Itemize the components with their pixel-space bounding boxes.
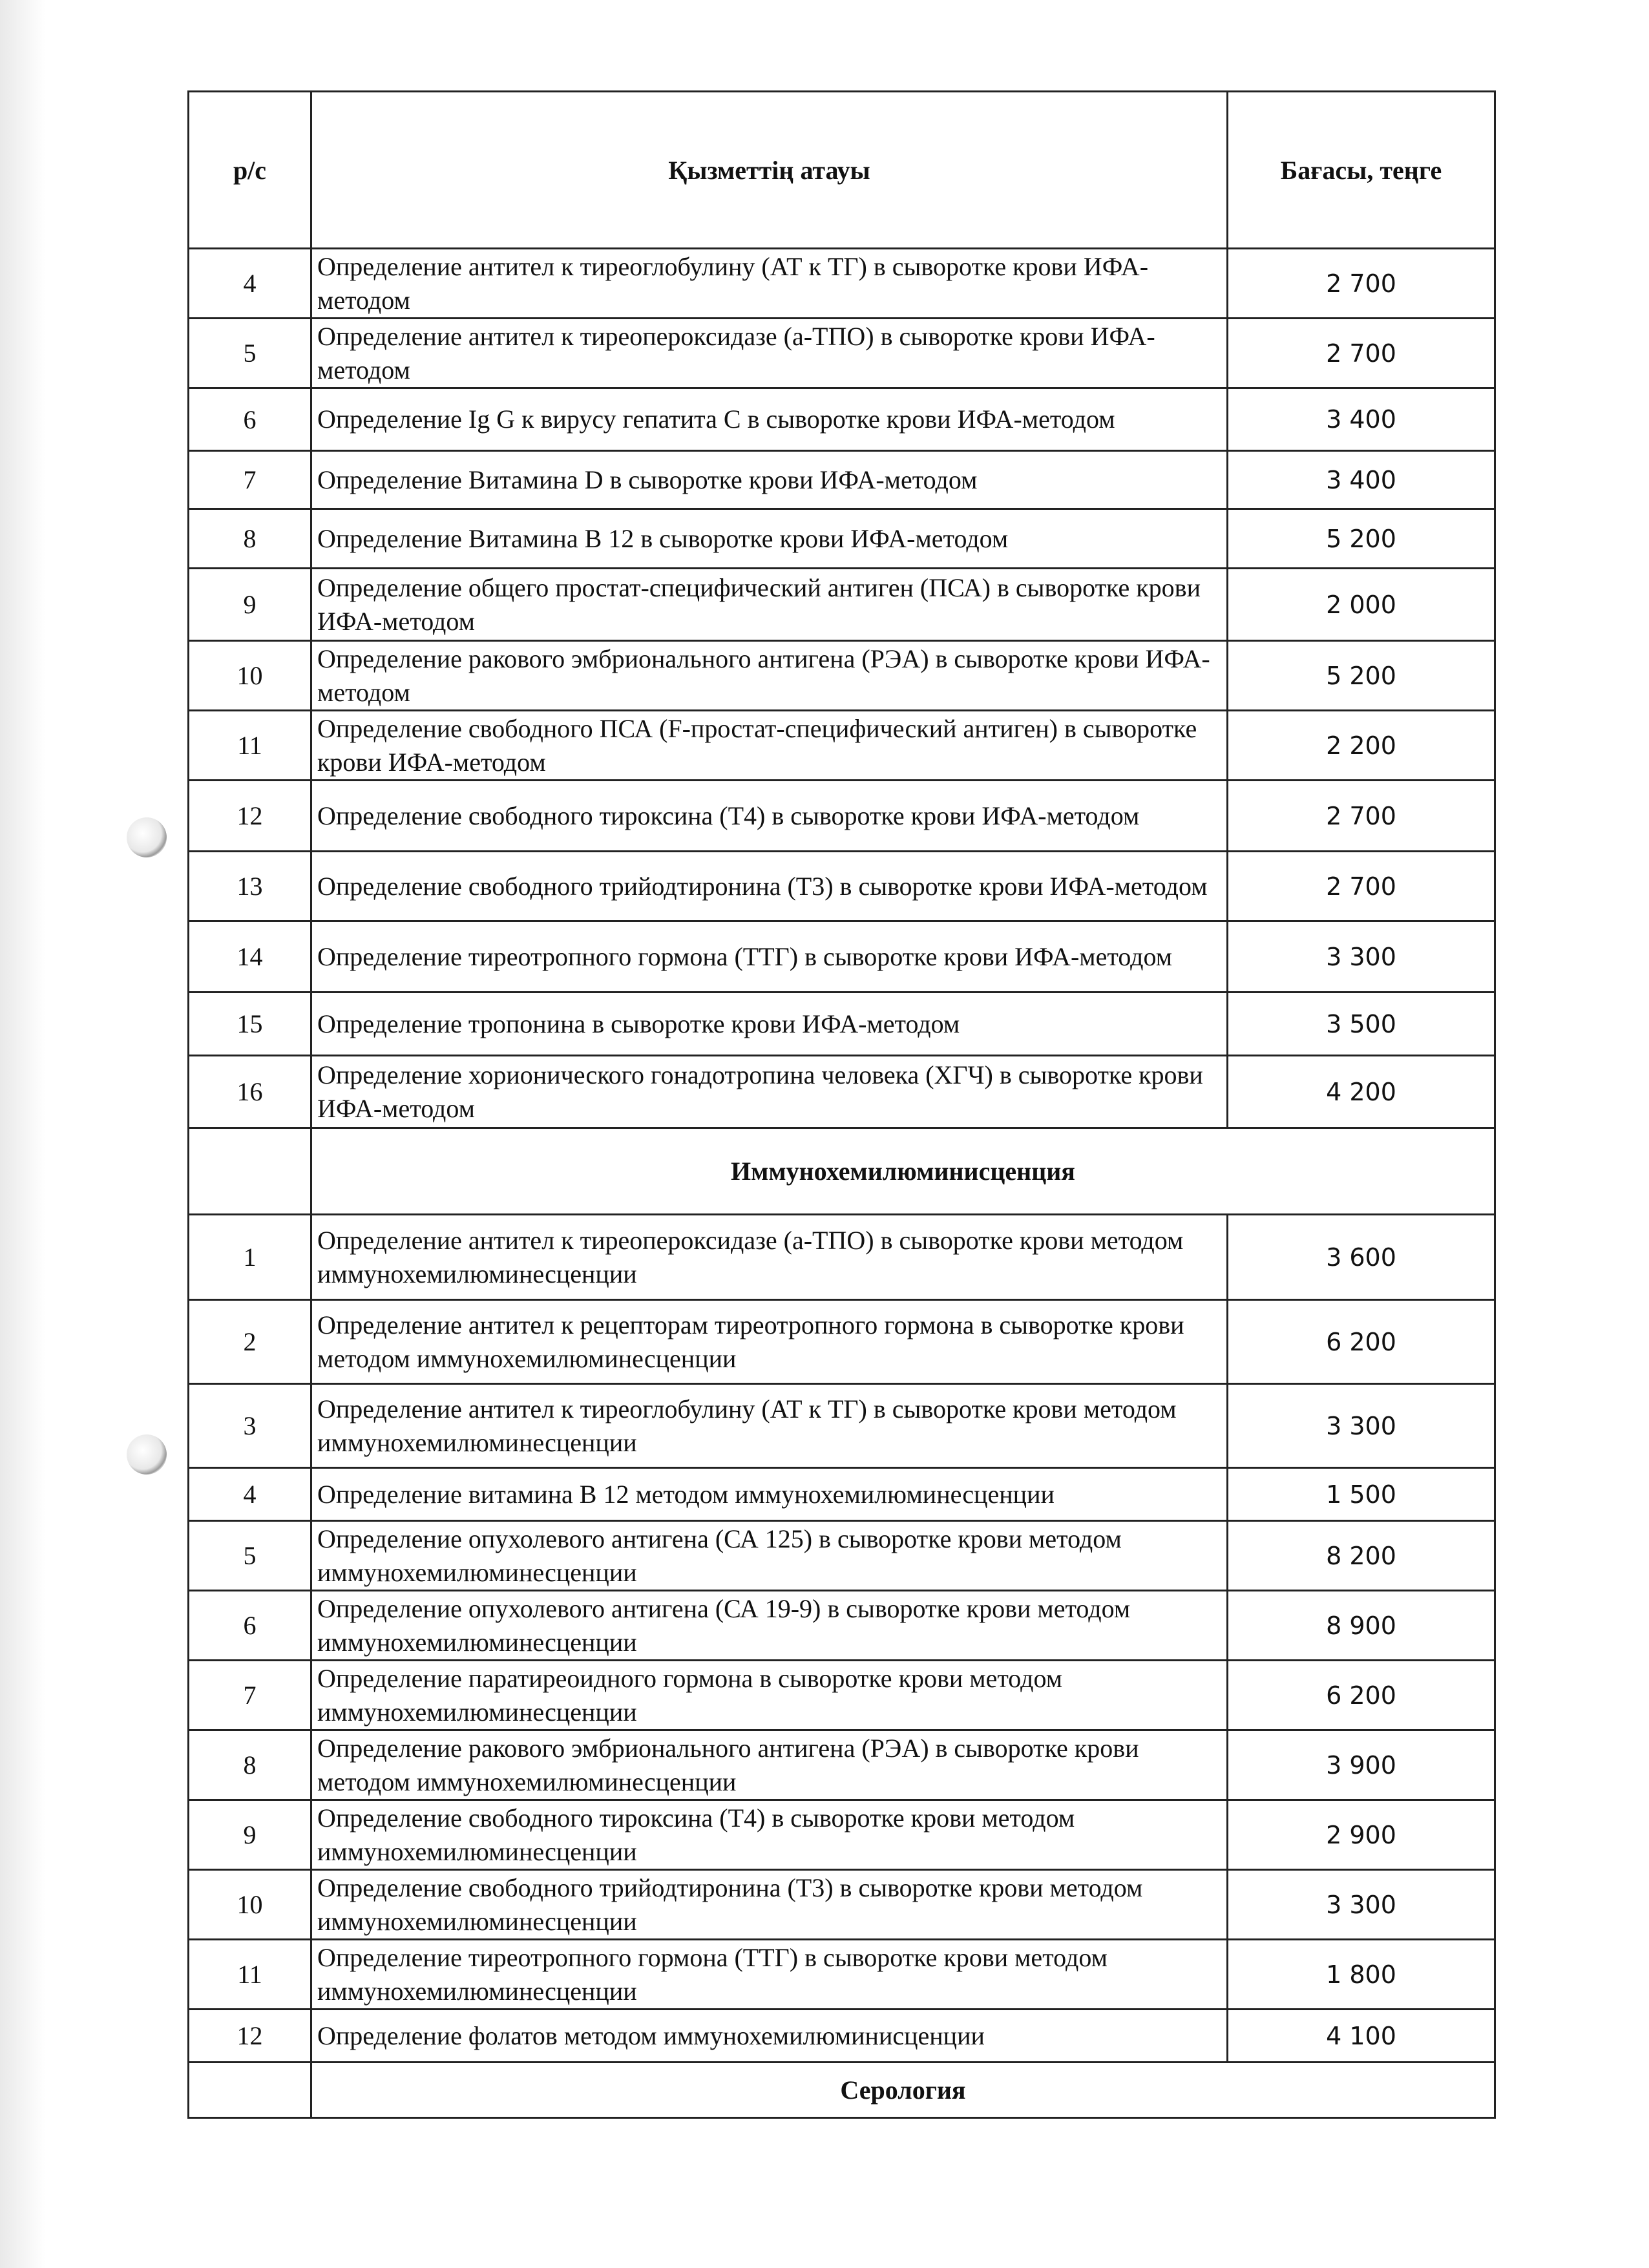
service-name: Определение тиреотропного гормона (ТТГ) в сыворотке крови методом иммунохемилюминесценции — [311, 1940, 1228, 2010]
price-value: 3 300 — [1228, 1384, 1495, 1468]
section-number-cell — [189, 1128, 311, 1215]
price-value: 3 600 — [1228, 1215, 1495, 1300]
table-row — [189, 1215, 1495, 1300]
price-value: 3 300 — [1228, 1870, 1495, 1940]
row-number: 15 — [189, 992, 311, 1056]
price-value: 8 900 — [1228, 1591, 1495, 1661]
price-value: 2 000 — [1228, 569, 1495, 641]
service-name: Определение фолатов методом иммунохемилюминисценции — [311, 2010, 1228, 2063]
table-row — [189, 388, 1495, 451]
row-number: 8 — [189, 1730, 311, 1800]
row-number: 6 — [189, 388, 311, 451]
table-row — [189, 852, 1495, 921]
header-service-name: Қызметтің атауы — [311, 92, 1228, 249]
price-value: 5 200 — [1228, 509, 1495, 569]
row-number: 4 — [189, 249, 311, 319]
service-name: Определение свободного тироксина (Т4) в сыворотке крови ИФА-методом — [311, 781, 1228, 852]
service-name: Определение общего простат-специфический антиген (ПСА) в сыворотке крови ИФА-методом — [311, 569, 1228, 641]
service-name: Определение опухолевого антигена (СА 19-9) в сыворотке крови методом иммунохемилюминесценции — [311, 1591, 1228, 1661]
service-name: Определение свободного трийодтиронина (Т3) в сыворотке крови методом иммунохемилюминесценции — [311, 1870, 1228, 1940]
service-name: Определение антител к тиреоглобулину (АТ к ТГ) в сыворотке крови ИФА-методом — [311, 249, 1228, 319]
scan-edge-shadow — [0, 0, 45, 2268]
service-name: Определение антител к тиреопероксидазе (а-ТПО) в сыворотке крови методом иммунохемилюминесценции — [311, 1215, 1228, 1300]
service-name: Определение Ig G к вирусу гепатита С в сыворотке крови ИФА-методом — [311, 388, 1228, 451]
table-row — [189, 711, 1495, 781]
table-row — [189, 1384, 1495, 1468]
table-row — [189, 249, 1495, 319]
price-value: 3 400 — [1228, 388, 1495, 451]
section-title: Иммунохемилюминисценция — [311, 1128, 1495, 1215]
service-name: Определение опухолевого антигена (СА 125) в сыворотке крови методом иммунохемилюминесценции — [311, 1521, 1228, 1591]
row-number: 16 — [189, 1056, 311, 1128]
row-number: 9 — [189, 569, 311, 641]
table-row — [189, 1730, 1495, 1800]
price-value: 2 700 — [1228, 249, 1495, 319]
table-row — [189, 1661, 1495, 1730]
price-value: 6 200 — [1228, 1300, 1495, 1384]
service-name: Определение антител к тиреопероксидазе (а-ТПО) в сыворотке крови ИФА-методом — [311, 319, 1228, 388]
row-number: 2 — [189, 1300, 311, 1384]
table-row — [189, 451, 1495, 509]
table-row — [189, 569, 1495, 641]
service-name: Определение тиреотропного гормона (ТТГ) в сыворотке крови ИФА-методом — [311, 921, 1228, 992]
price-value: 4 100 — [1228, 2010, 1495, 2063]
price-value: 5 200 — [1228, 641, 1495, 711]
price-value: 3 400 — [1228, 451, 1495, 509]
table-row — [189, 921, 1495, 992]
row-number: 5 — [189, 1521, 311, 1591]
table-row — [189, 2010, 1495, 2063]
row-number: 4 — [189, 1468, 311, 1521]
table-row — [189, 1591, 1495, 1661]
row-number: 3 — [189, 1384, 311, 1468]
header-number: р/с — [189, 92, 311, 249]
service-name: Определение витамина В 12 методом иммунохемилюминесценции — [311, 1468, 1228, 1521]
row-number: 12 — [189, 781, 311, 852]
service-name: Определение антител к тиреоглобулину (АТ к ТГ) в сыворотке крови методом иммунохемилюминесценции — [311, 1384, 1228, 1468]
punch-hole — [127, 1434, 167, 1475]
price-value: 6 200 — [1228, 1661, 1495, 1730]
section-title: Серология — [311, 2063, 1495, 2118]
service-name: Определение хорионического гонадотропина человека (ХГЧ) в сыворотке крови ИФА-методом — [311, 1056, 1228, 1128]
section-header-row — [189, 2063, 1495, 2118]
row-number: 10 — [189, 1870, 311, 1940]
row-number: 8 — [189, 509, 311, 569]
table-row — [189, 1940, 1495, 2010]
service-name: Определение свободного тироксина (Т4) в сыворотке крови методом иммунохемилюминесценции — [311, 1800, 1228, 1870]
price-value: 2 700 — [1228, 781, 1495, 852]
price-value: 8 200 — [1228, 1521, 1495, 1591]
table-row — [189, 1870, 1495, 1940]
punch-hole — [127, 817, 167, 857]
price-value: 1 800 — [1228, 1940, 1495, 2010]
table-row — [189, 992, 1495, 1056]
service-name: Определение антител к рецепторам тиреотропного гормона в сыворотке крови методом иммунохемилюминесценции — [311, 1300, 1228, 1384]
price-table — [187, 90, 1496, 2119]
row-number: 5 — [189, 319, 311, 388]
row-number: 7 — [189, 1661, 311, 1730]
table-row — [189, 641, 1495, 711]
price-value: 3 900 — [1228, 1730, 1495, 1800]
service-name: Определение Витамина В 12 в сыворотке крови ИФА-методом — [311, 509, 1228, 569]
row-number: 14 — [189, 921, 311, 992]
table-row — [189, 1800, 1495, 1870]
price-value: 1 500 — [1228, 1468, 1495, 1521]
row-number: 6 — [189, 1591, 311, 1661]
row-number: 10 — [189, 641, 311, 711]
table-row — [189, 1056, 1495, 1128]
row-number: 9 — [189, 1800, 311, 1870]
price-value: 3 500 — [1228, 992, 1495, 1056]
table-row — [189, 1521, 1495, 1591]
service-name: Определение свободного трийодтиронина (Т3) в сыворотке крови ИФА-методом — [311, 852, 1228, 921]
table-header-row — [189, 92, 1495, 249]
row-number: 7 — [189, 451, 311, 509]
row-number: 12 — [189, 2010, 311, 2063]
table-row — [189, 319, 1495, 388]
section-header-row — [189, 1128, 1495, 1215]
table-row — [189, 1468, 1495, 1521]
price-value: 3 300 — [1228, 921, 1495, 992]
row-number: 11 — [189, 1940, 311, 2010]
service-name: Определение Витамина D в сыворотке крови ИФА-методом — [311, 451, 1228, 509]
price-value: 2 700 — [1228, 319, 1495, 388]
row-number: 11 — [189, 711, 311, 781]
section-number-cell — [189, 2063, 311, 2118]
price-value: 2 900 — [1228, 1800, 1495, 1870]
price-value: 2 200 — [1228, 711, 1495, 781]
service-name: Определение ракового эмбрионального антигена (РЭА) в сыворотке крови ИФА-методом — [311, 641, 1228, 711]
service-name: Определение свободного ПСА (F-простат-специфический антиген) в сыворотке крови ИФА-методом — [311, 711, 1228, 781]
price-value: 4 200 — [1228, 1056, 1495, 1128]
service-name: Определение ракового эмбрионального антигена (РЭА) в сыворотке крови методом иммунохемилюминесценции — [311, 1730, 1228, 1800]
price-value: 2 700 — [1228, 852, 1495, 921]
row-number: 1 — [189, 1215, 311, 1300]
service-name: Определение тропонина в сыворотке крови ИФА-методом — [311, 992, 1228, 1056]
table-row — [189, 781, 1495, 852]
row-number: 13 — [189, 852, 311, 921]
table-row — [189, 1300, 1495, 1384]
service-name: Определение паратиреоидного гормона в сыворотке крови методом иммунохемилюминесценции — [311, 1661, 1228, 1730]
table-row — [189, 509, 1495, 569]
header-price: Бағасы, теңге — [1228, 92, 1495, 249]
